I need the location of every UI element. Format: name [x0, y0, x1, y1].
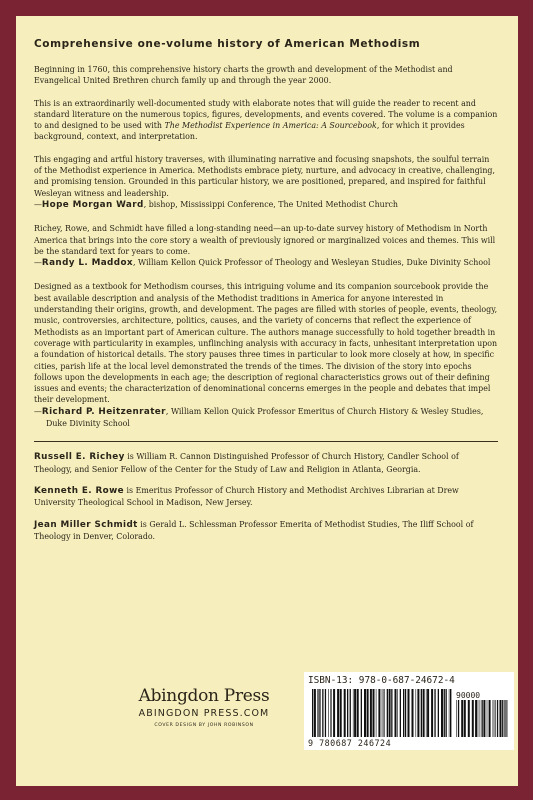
barcode-bar: [464, 700, 466, 737]
barcode-bar: [456, 700, 457, 737]
barcode-bar: [389, 689, 391, 737]
barcode-bar: [427, 689, 429, 737]
barcode-bar: [383, 689, 384, 737]
barcode-bar: [487, 700, 488, 737]
barcode-bar: [480, 700, 481, 737]
author-name: Kenneth E. Rowe: [34, 485, 124, 496]
barcode-bar: [483, 700, 485, 737]
author-bio-1: [34, 451, 498, 475]
barcode-bar: [446, 689, 447, 737]
barcode-bar: [370, 689, 372, 737]
barcode-bar: [400, 689, 401, 737]
barcode-bar: [468, 700, 470, 737]
endorser-name: Hope Morgan Ward: [41, 199, 144, 210]
barcode-bar: [489, 700, 491, 737]
barcode-digits: 9 780687 246724: [308, 738, 392, 748]
barcode-bar: [450, 689, 451, 737]
description-text-1: This is an extraordinarily well-documented study with elaborate notes that will guide the reader to recent and standard literature on the numerous topics, figures, developments, and events covered. The volume is a companion to and designed to be used with: [34, 98, 498, 131]
barcode-bar: [344, 689, 346, 737]
author-name: Jean Miller Schmidt: [34, 519, 138, 530]
price-code: 90000: [456, 691, 481, 700]
barcode-bar: [497, 700, 498, 737]
barcode-bar: [504, 700, 505, 737]
barcode-bar: [417, 689, 419, 737]
endorser-affiliation: , William Kellon Quick Professor Emeritus of Church History & Wesley Studies, Duke Divinity School: [46, 406, 484, 429]
barcode-bar: [373, 689, 375, 737]
author-name: Russell E. Richey: [34, 452, 125, 463]
isbn-label: ISBN-13: 978-0-687-24672-4: [308, 675, 455, 686]
barcode-bar: [350, 689, 351, 737]
description-paragraph: [34, 98, 498, 143]
cover-copy: [34, 64, 498, 542]
barcode-bar: [434, 689, 435, 737]
endorsement-2-text: Richey, Rowe, and Schmidt have filled a long-standing need—an up-to-date survey history of Methodism in North America that brings into the core story a wealth of previously ignored or marginalized voices and themes. This will be the standard text for years to come.: [34, 224, 496, 256]
barcode-bar: [391, 689, 392, 737]
barcode-bar: [458, 700, 459, 737]
barcode-bar: [317, 689, 318, 737]
companion-book-title: The Methodist Experience in America: A Sourcebook: [164, 121, 377, 131]
barcode-bar: [495, 700, 496, 737]
endorsement-3-text: Designed as a textbook for Methodism courses, this intriguing volume and its companion sourcebook provide the best available description and analysis of the Methodist traditions in America for anyone interested in understanding their origins, growth, and development. The pages are filled with stories of people, events, theology, music, controversies, architecture, politics, causes, and the variety of concerns that reflect the experience of Methodists as an important part of American culture. The authors manage successfully to hold together breadth in coverage with particularity in examples, unflinching analysis with accuracy in facts, unhesitant interpretation upon a foundation of historical details. The story pauses three times in particular to look more closely at how, in specific cities, parish life at the local level demonstrated the trends of the times. The division of the story into epochs follows upon the developments in each age; the description of regional characteristics grows out of their defining issues and events; the characterization of denominational concerns emerges in the people and debates that impel their development.: [34, 282, 498, 405]
isbn-barcode: [304, 672, 514, 750]
barcode-bar: [421, 689, 422, 737]
endorsement-3-attribution: —Richard P. Heitzenrater, William Kellon Quick Professor Emeritus of Church History & Wesley Studies, Duke Divinity School: [34, 406, 484, 429]
endorsement-2-attribution: —Randy L. Maddox, William Kellon Quick Professor of Theology and Wesleyan Studies, Duke Divinity School: [34, 258, 491, 269]
price-barcode-bars: [456, 700, 508, 737]
barcode-bar: [328, 689, 329, 737]
barcode-bar: [403, 689, 404, 737]
barcode-bar: [412, 689, 414, 737]
barcode-bar: [312, 689, 313, 737]
barcode-bar: [449, 689, 450, 737]
barcode-bar: [438, 689, 439, 737]
barcode-bar: [382, 689, 383, 737]
barcode-bar: [378, 689, 380, 737]
barcode-bar: [482, 700, 483, 737]
headline: Comprehensive one-volume history of American Methodism: [34, 38, 421, 50]
barcode-bar: [423, 689, 425, 737]
publisher-block: [124, 686, 284, 728]
barcode-bar: [330, 689, 331, 737]
endorser-affiliation: , bishop, Mississippi Conference, The United Methodist Church: [143, 199, 399, 209]
barcode-bar: [431, 689, 433, 737]
endorsement-1-attribution: —Hope Morgan Ward, bishop, Mississippi Conference, The United Methodist Church: [34, 199, 399, 210]
barcode-bar: [320, 689, 321, 737]
author-bio-text: is Gerald L. Schlessman Professor Emerita of Methodist Studies, The Iliff School of Theology in Denver, Colorado.: [34, 519, 474, 541]
barcode-bar: [354, 689, 356, 737]
barcode-bar: [505, 700, 506, 737]
barcode-bar: [416, 689, 417, 737]
barcode-bar: [347, 689, 348, 737]
barcode-bar: [426, 689, 427, 737]
barcode-bar: [475, 700, 477, 737]
barcode-bar: [340, 689, 342, 737]
barcode-bar: [441, 689, 443, 737]
back-cover-panel: [16, 16, 518, 786]
barcode-bar: [331, 689, 332, 737]
publisher-logo: Abingdon Press: [138, 686, 270, 706]
barcode-bar: [395, 689, 397, 737]
barcode-bar: [408, 689, 410, 737]
barcode-bar: [333, 689, 335, 737]
endorser-name: Richard P. Heitzenrater: [41, 406, 166, 417]
barcode-bar: [376, 689, 377, 737]
barcode-bars: [312, 689, 452, 737]
author-bio-3: [34, 519, 498, 543]
barcode-bar: [493, 700, 494, 737]
barcode-bar: [397, 689, 398, 737]
barcode-bar: [478, 700, 479, 737]
barcode-bar: [357, 689, 359, 737]
description-text-2: , for which it provides background, context, and interpretation.: [34, 121, 465, 142]
barcode-bar: [364, 689, 366, 737]
barcode-bar: [325, 689, 326, 737]
barcode-bar: [502, 700, 503, 737]
barcode-bar: [353, 689, 354, 737]
barcode-bar: [314, 689, 316, 737]
endorser-name: Randy L. Maddox: [41, 258, 133, 269]
endorser-affiliation: , William Kellon Quick Professor of Theology and Wesleyan Studies, Duke Divinity School: [132, 258, 491, 268]
barcode-bar: [494, 700, 495, 737]
barcode-bar: [444, 689, 445, 737]
barcode-bar: [367, 689, 369, 737]
barcode-bar: [387, 689, 388, 737]
barcode-bar: [472, 700, 474, 737]
author-bio-text: is Emeritus Professor of Church History and Methodist Archives Librarian at Drew University Theological School in Madison, New Jersey.: [34, 485, 459, 508]
publisher-url: ABINGDON PRESS.COM: [138, 708, 270, 719]
barcode-bar: [461, 700, 463, 737]
divider: [34, 441, 498, 442]
barcode-bar: [506, 700, 507, 737]
barcode-bar: [500, 700, 502, 737]
barcode-bar: [361, 689, 362, 737]
barcode-bar: [318, 689, 319, 737]
barcode-bar: [405, 689, 406, 737]
intro-paragraph: Beginning in 1760, this comprehensive history charts the growth and development of the Methodist and Evangelical United Brethren church family up and through the year 2000.: [34, 65, 453, 86]
barcode-bar: [337, 689, 339, 737]
cover-design-credit: COVER DESIGN BY JOHN ROBINSON: [154, 723, 254, 728]
author-bio-text: is William R. Cannon Distinguished Professor of Church History, Candler School of Theology, and Senior Fellow of the Center for the Study of Law and Religion in Atlanta, Georgia.: [34, 452, 459, 474]
barcode-bar: [384, 689, 385, 737]
barcode-bar: [322, 689, 323, 737]
author-bio-2: [34, 485, 498, 509]
endorsement-1-text: This engaging and artful history traverses, with illuminating narrative and focusing snapshots, the soulful terrain of the Methodist experience in America. Methodists embrace piety, nurture, and advocacy in creative, challenging, and promising tension. Grounded in this particular history, we are positioned, prepared, and inspired for faithful Wesleyan witness and leadership.: [34, 154, 495, 198]
